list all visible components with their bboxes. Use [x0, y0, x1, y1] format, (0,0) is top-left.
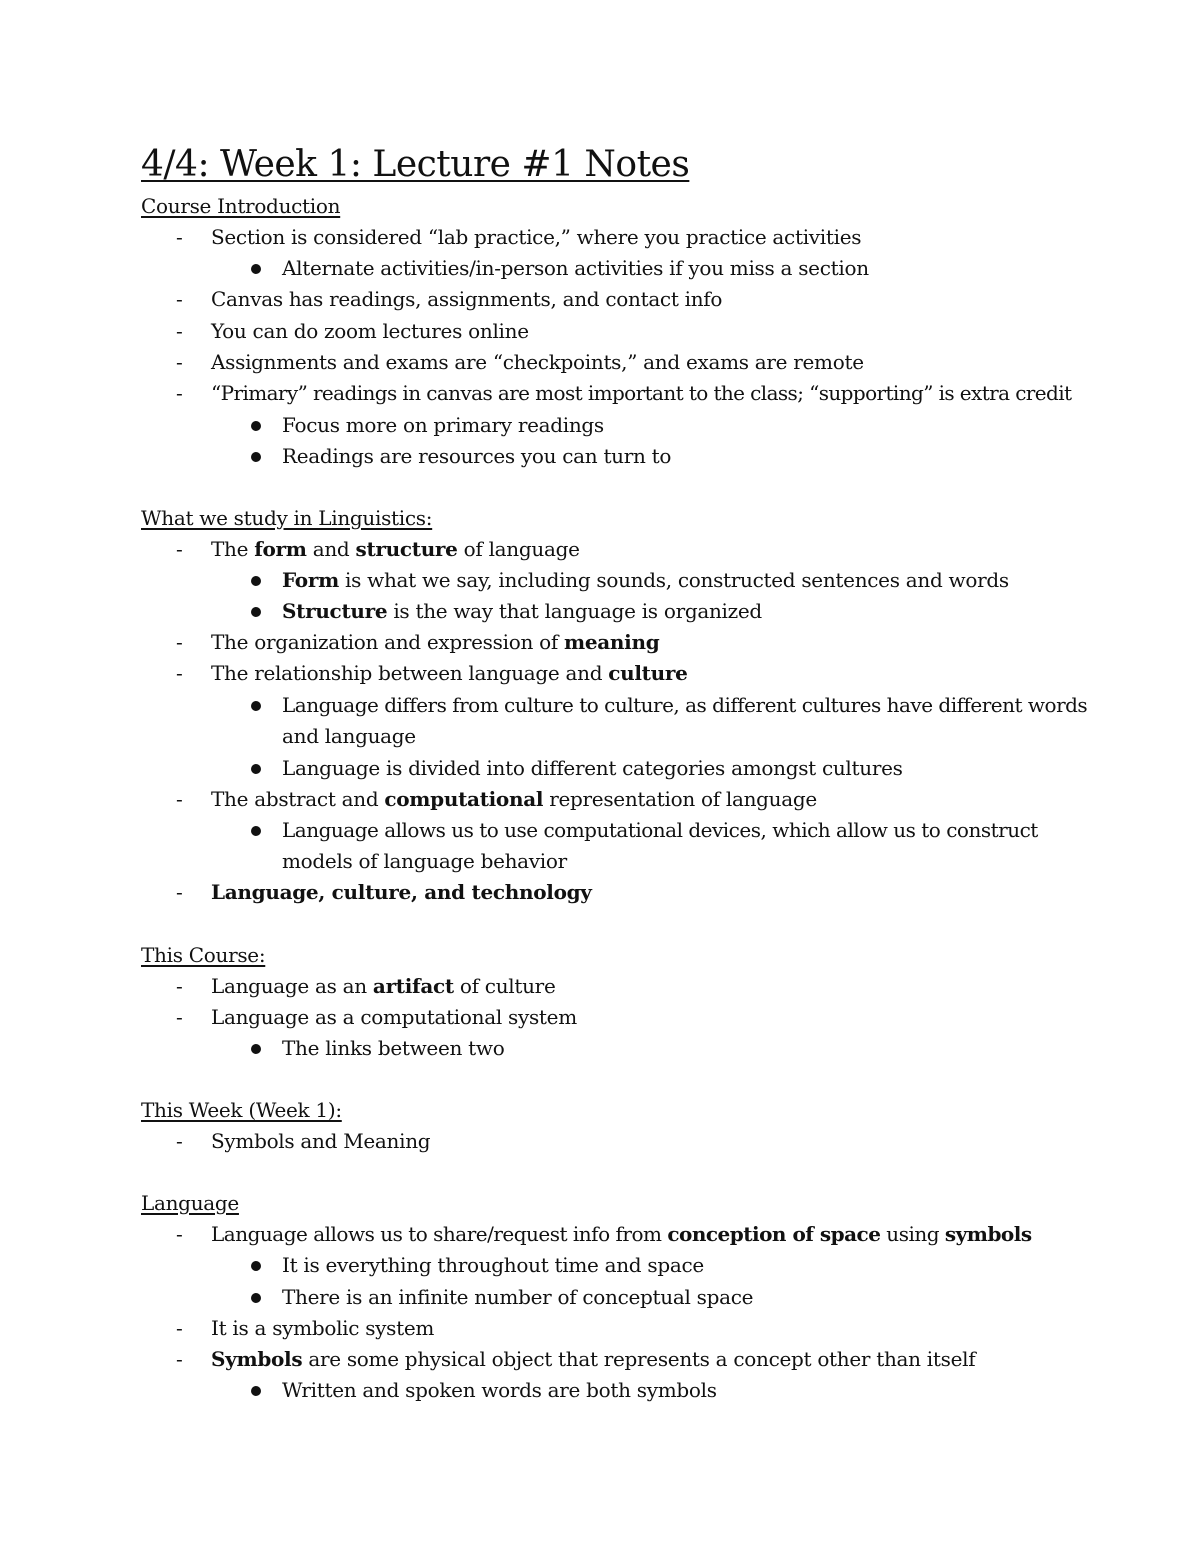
- list-item: Language as an artifact of culture: [211, 974, 556, 998]
- list-item: Language allows us to share/request info from conception of space using symbols: [211, 1222, 1032, 1246]
- list-item: Form is what we say, including sounds, constructed sentences and words: [282, 568, 1009, 592]
- list-item: You can do zoom lectures online: [211, 319, 529, 343]
- dash-bullet: -: [176, 974, 183, 998]
- dash-bullet: -: [176, 1129, 183, 1153]
- bullet-dot: [251, 1386, 261, 1396]
- section-heading-language: Language: [141, 1191, 239, 1215]
- list-item: Language is divided into different categories amongst cultures: [282, 756, 903, 780]
- list-item: It is a symbolic system: [211, 1316, 435, 1340]
- bullet-dot: [251, 826, 261, 836]
- dash-bullet: -: [176, 787, 183, 811]
- list-item: The form and structure of language: [211, 537, 580, 561]
- list-item: Readings are resources you can turn to: [282, 444, 672, 468]
- list-item: It is everything throughout time and space: [282, 1253, 704, 1277]
- list-item-continuation: and language: [282, 724, 416, 748]
- list-item-continuation: models of language behavior: [282, 849, 567, 873]
- dash-bullet: -: [176, 880, 183, 904]
- list-item: Language differs from culture to culture, as different cultures have different words: [282, 693, 1088, 717]
- list-item: The links between two: [282, 1036, 505, 1060]
- bullet-dot: [251, 607, 261, 617]
- dash-bullet: -: [176, 319, 183, 343]
- section-heading-this-course: This Course:: [141, 943, 266, 967]
- dash-bullet: -: [176, 1222, 183, 1246]
- bullet-dot: [251, 452, 261, 462]
- dash-bullet: -: [176, 350, 183, 374]
- dash-bullet: -: [176, 225, 183, 249]
- dash-bullet: -: [176, 287, 183, 311]
- dash-bullet: -: [176, 537, 183, 561]
- dash-bullet: -: [176, 1316, 183, 1340]
- dash-bullet: -: [176, 661, 183, 685]
- bullet-dot: [251, 264, 261, 274]
- bullet-dot: [251, 1293, 261, 1303]
- list-item: The relationship between language and culture: [211, 661, 688, 685]
- list-item: Symbols and Meaning: [211, 1129, 431, 1153]
- dash-bullet: -: [176, 630, 183, 654]
- list-item: There is an infinite number of conceptual space: [282, 1285, 754, 1309]
- list-item: Focus more on primary readings: [282, 413, 604, 437]
- dash-bullet: -: [176, 381, 183, 405]
- bullet-dot: [251, 764, 261, 774]
- list-item: The abstract and computational representation of language: [211, 787, 817, 811]
- list-item: Structure is the way that language is organized: [282, 599, 762, 623]
- page-title: 4/4: Week 1: Lecture #1 Notes: [141, 144, 690, 185]
- dash-bullet: -: [176, 1347, 183, 1371]
- section-heading-course-introduction: Course Introduction: [141, 194, 341, 218]
- section-heading-what-we-study: What we study in Linguistics:: [141, 506, 433, 530]
- bullet-dot: [251, 701, 261, 711]
- list-item: Language allows us to use computational devices, which allow us to construct: [282, 818, 1038, 842]
- bullet-dot: [251, 576, 261, 586]
- list-item: The organization and expression of meaning: [211, 630, 660, 654]
- list-item: Alternate activities/in-person activities if you miss a section: [282, 256, 869, 280]
- bullet-dot: [251, 421, 261, 431]
- bullet-dot: [251, 1261, 261, 1271]
- list-item: Language, culture, and technology: [211, 880, 592, 904]
- dash-bullet: -: [176, 1005, 183, 1029]
- bullet-dot: [251, 1044, 261, 1054]
- list-item: Assignments and exams are “checkpoints,” and exams are remote: [211, 350, 864, 374]
- list-item: Symbols are some physical object that represents a concept other than itself: [211, 1347, 976, 1371]
- section-heading-this-week: This Week (Week 1):: [141, 1098, 342, 1122]
- list-item: Canvas has readings, assignments, and contact info: [211, 287, 723, 311]
- list-item: Language as a computational system: [211, 1005, 577, 1029]
- list-item: “Primary” readings in canvas are most important to the class; “supporting” is extra credit: [211, 381, 1072, 405]
- list-item: Written and spoken words are both symbols: [282, 1378, 717, 1402]
- list-item: Section is considered “lab practice,” where you practice activities: [211, 225, 862, 249]
